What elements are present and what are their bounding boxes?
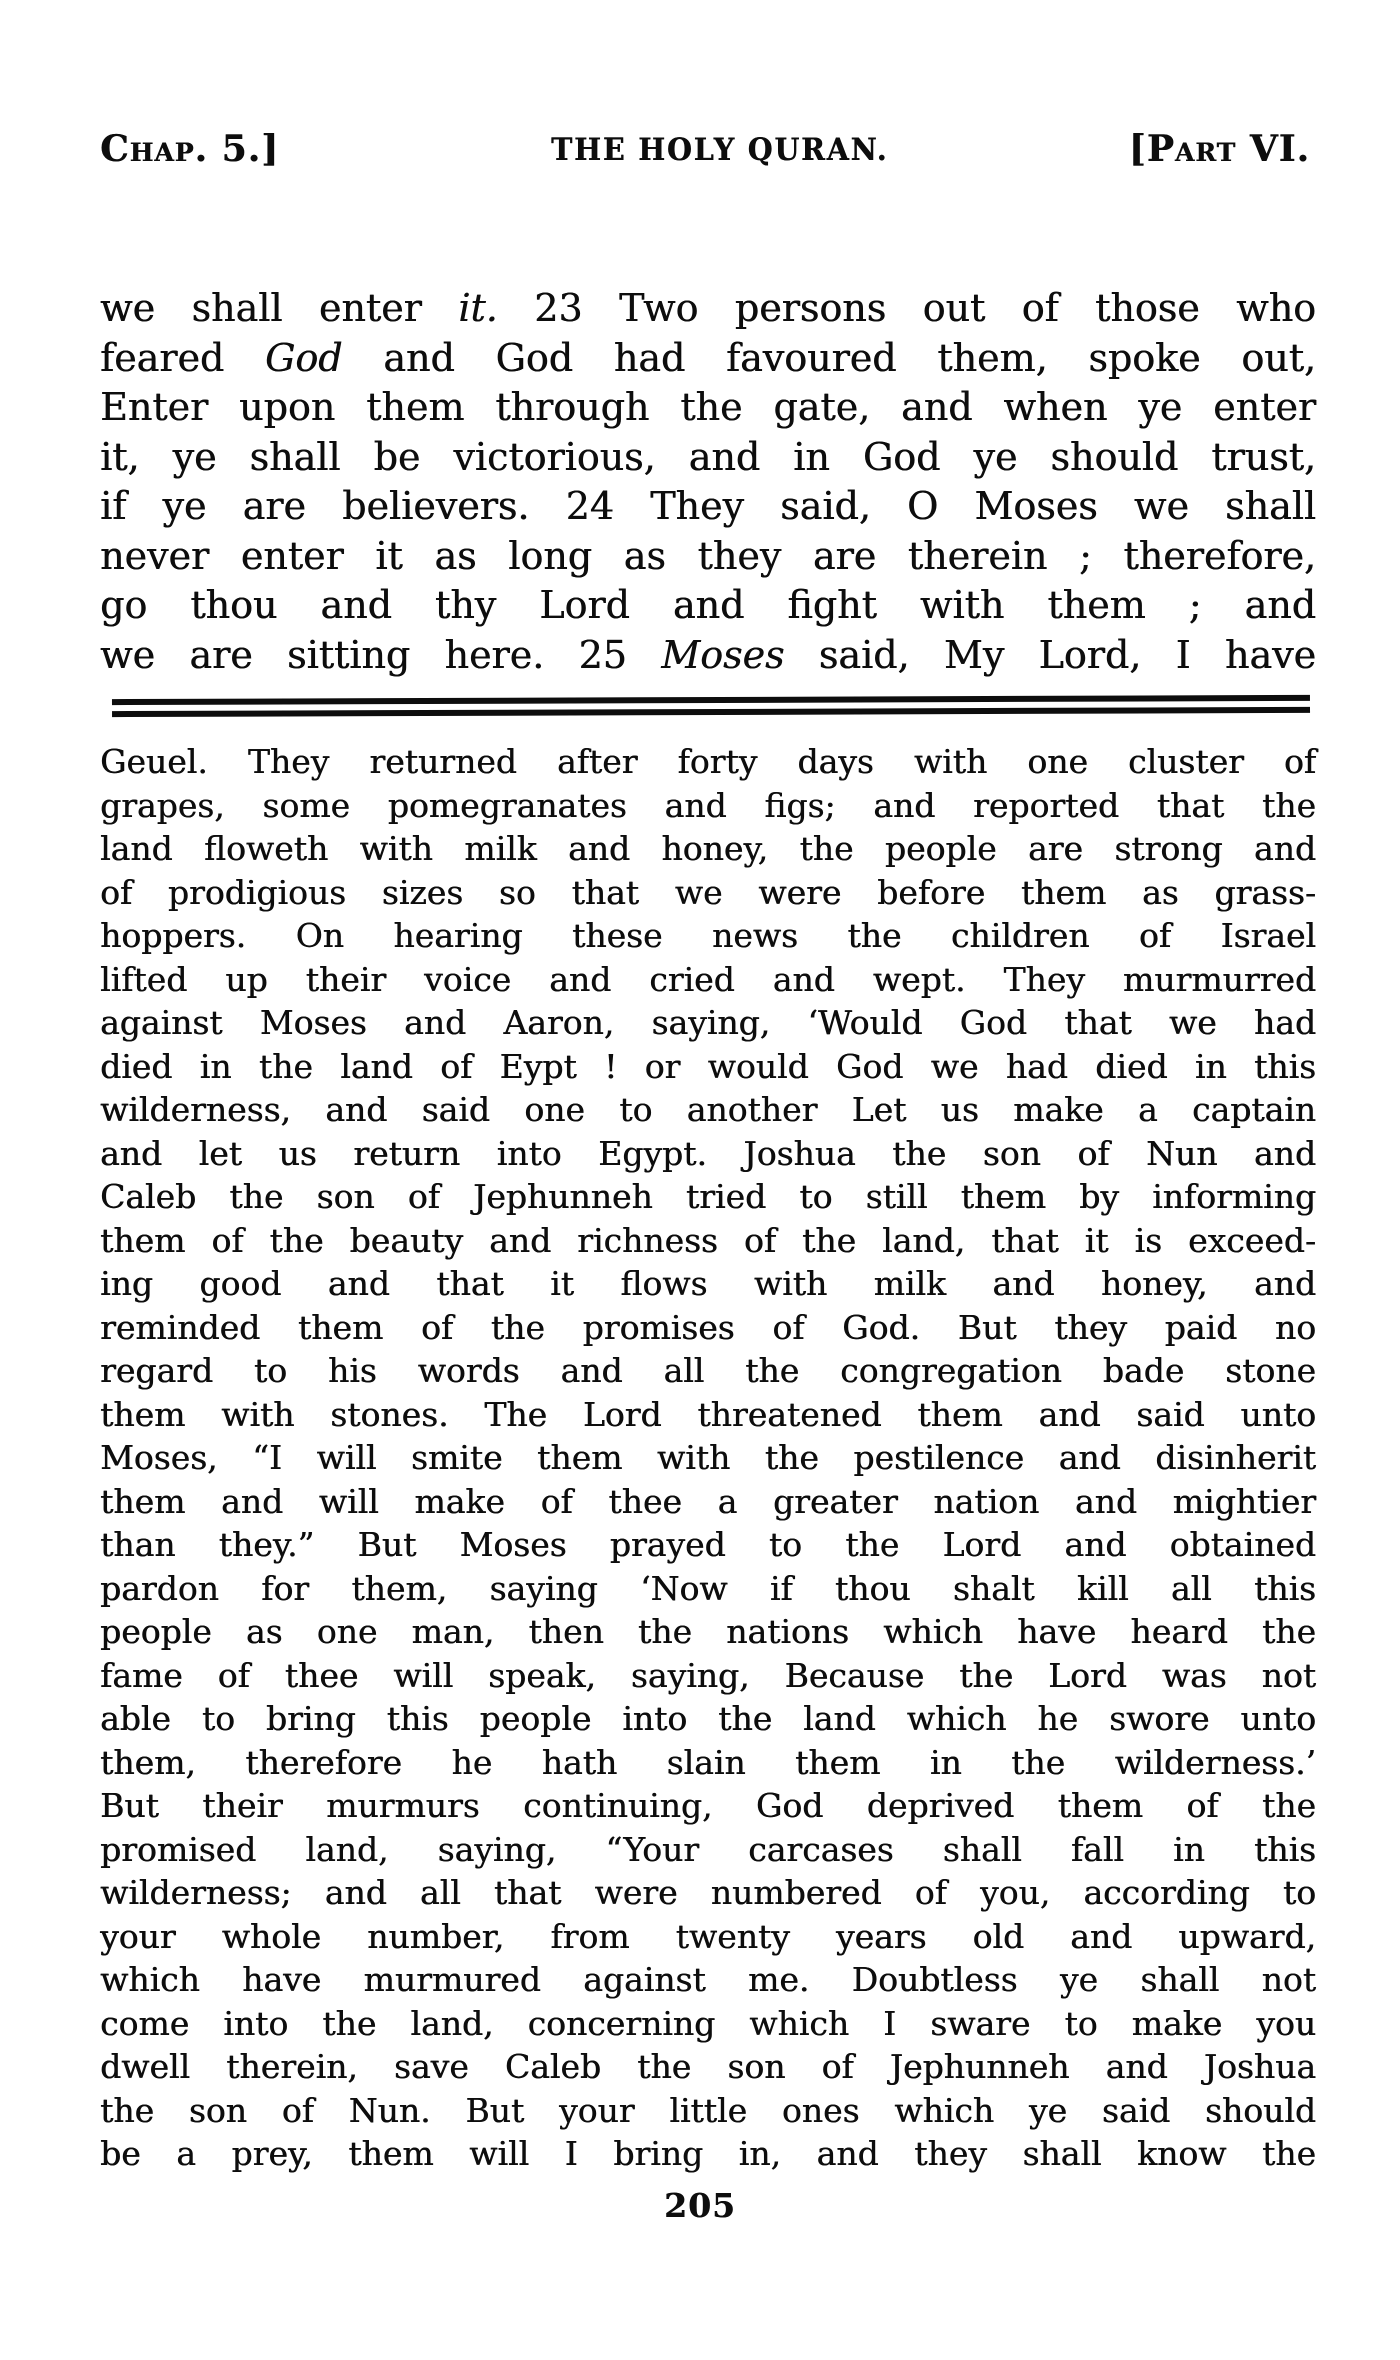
text-line — [100, 1393, 1316, 1437]
text-line — [100, 1132, 1316, 1176]
text-line — [100, 1958, 1316, 2002]
page-number: 205 — [664, 2186, 736, 2225]
text-segment: hoppers. On hearing these news the children of Israel — [100, 916, 1316, 955]
book-title: THE HOLY QURAN. — [550, 132, 889, 168]
text-line — [100, 2045, 1316, 2089]
text-line — [100, 433, 1316, 483]
text-segment: 23 Two persons out of those who — [497, 286, 1316, 330]
text-line — [100, 1349, 1316, 1393]
text-segment: people as one man, then the nations which have heard the — [100, 1612, 1316, 1651]
text-segment: reminded them of the promises of God. But they paid no — [100, 1307, 1316, 1347]
text-line — [100, 1175, 1316, 1219]
text-line — [100, 2132, 1316, 2176]
text-line — [100, 1306, 1316, 1350]
text-segment: able to bring this people into the land which he swore unto — [100, 1699, 1316, 1738]
text-segment: go thou and thy Lord and fight with them ; and — [100, 583, 1316, 627]
text-line — [100, 784, 1316, 828]
text-segment: wilderness; and all that were numbered of you, according to — [100, 1873, 1316, 1912]
text-line — [100, 482, 1316, 532]
text-segment: Caleb the son of Jephunneh tried to still them by informing — [100, 1177, 1316, 1216]
text-segment: never enter it as long as they are therein ; therefore, — [100, 533, 1316, 578]
page-header — [100, 128, 1310, 176]
commentary-text — [100, 740, 1316, 2176]
text-segment: and let us return into Egypt. Joshua the son of Nun and — [100, 1133, 1316, 1173]
text-line — [100, 284, 1316, 334]
text-line — [100, 871, 1316, 915]
text-segment: Enter upon them through the gate, and when ye enter — [100, 385, 1316, 429]
text-segment: Geuel. They returned after forty days with one cluster of — [100, 742, 1316, 781]
text-segment: them with stones. The Lord threatened them and said unto — [100, 1394, 1316, 1434]
text-segment: them of the beauty and richness of the land, that it is exceed- — [100, 1220, 1316, 1260]
text-segment: land floweth with milk and honey, the people are strong and — [100, 829, 1316, 868]
text-line — [100, 1480, 1316, 1524]
text-segment: your whole number, from twenty years old and upward, — [100, 1916, 1316, 1956]
text-line — [100, 1697, 1316, 1741]
text-segment: it, ye shall be victorious, and in God ye should trust, — [100, 434, 1316, 479]
text-segment: come into the land, concerning which I sware to make you — [100, 2003, 1316, 2043]
text-segment: said, My Lord, I have — [784, 632, 1316, 677]
text-line — [100, 383, 1316, 433]
italic-text-segment: Moses — [661, 632, 785, 677]
text-line — [100, 1828, 1316, 1872]
text-line — [100, 1436, 1316, 1480]
text-line — [100, 1523, 1316, 1567]
text-segment: feared — [100, 335, 265, 380]
text-line — [100, 581, 1316, 631]
text-segment: against Moses and Aaron, saying, ‘Would God that we had — [100, 1003, 1316, 1042]
text-segment: of prodigious sizes so that we were before them as grass- — [100, 872, 1316, 912]
text-line — [100, 1871, 1316, 1915]
text-segment: them and will make of thee a greater nation and mightier — [100, 1481, 1316, 1521]
text-line — [100, 958, 1316, 1002]
text-line — [100, 914, 1316, 958]
text-line — [100, 1784, 1316, 1828]
text-segment: which have murmured against me. Doubtless ye shall not — [100, 1960, 1316, 1999]
text-segment: and God had favoured them, spoke out, — [342, 335, 1316, 380]
text-line — [100, 2089, 1316, 2133]
scripture-text — [100, 284, 1316, 680]
text-line — [100, 1262, 1316, 1306]
text-segment: Moses, “I will smite them with the pestilence and disinherit — [100, 1438, 1316, 1477]
text-segment: wilderness, and said one to another Let us make a captain — [100, 1090, 1316, 1129]
text-segment: died in the land of Eypt ! or would God we had died in this — [100, 1046, 1316, 1086]
text-line — [100, 1915, 1316, 1959]
text-segment: them, therefore he hath slain them in the wilderness.’ — [100, 1742, 1316, 1782]
italic-text-segment: it. — [458, 286, 498, 330]
text-line — [100, 827, 1316, 871]
text-line — [100, 631, 1316, 681]
text-line — [100, 1219, 1316, 1263]
italic-text-segment: God — [264, 335, 343, 380]
text-line — [100, 1567, 1316, 1611]
text-segment: if ye are believers. 24 They said, O Moses we shall — [100, 484, 1316, 528]
text-segment: fame of thee will speak, saying, Because the Lord was not — [100, 1655, 1316, 1695]
text-segment: But their murmurs continuing, God deprived them of the — [100, 1786, 1316, 1825]
text-segment: grapes, some pomegranates and figs; and reported that the — [100, 785, 1316, 825]
text-segment: than they.” But Moses prayed to the Lord and obtained — [100, 1525, 1316, 1564]
text-line — [100, 1654, 1316, 1698]
text-segment: be a prey, them will I bring in, and they shall know the — [100, 2134, 1316, 2173]
text-line — [100, 1610, 1316, 1654]
text-line — [100, 1045, 1316, 1089]
text-segment: we are sitting here. 25 — [100, 632, 662, 677]
chapter-label: Chap. 5.] — [100, 128, 280, 170]
text-line — [100, 532, 1316, 582]
text-line — [100, 740, 1316, 784]
text-segment: dwell therein, save Caleb the son of Jephunneh and Joshua — [100, 2047, 1316, 2086]
part-label: [Part VI. — [1128, 128, 1310, 170]
text-segment: lifted up their voice and cried and wept. They murmurred — [100, 959, 1316, 999]
text-segment: ing good and that it flows with milk and honey, and — [100, 1264, 1316, 1303]
text-line — [100, 334, 1316, 384]
text-line — [100, 1088, 1316, 1132]
text-line — [100, 2002, 1316, 2046]
text-segment: we shall enter — [100, 286, 459, 330]
text-line — [100, 1001, 1316, 1045]
footnote-separator-rule — [112, 695, 1310, 717]
text-segment: pardon for them, saying ‘Now if thou shalt kill all this — [100, 1568, 1316, 1608]
text-segment: the son of Nun. But your little ones which ye said should — [100, 2090, 1316, 2130]
text-segment: regard to his words and all the congregation bade stone — [100, 1351, 1316, 1390]
text-line — [100, 1741, 1316, 1785]
text-segment: promised land, saying, “Your carcases shall fall in this — [100, 1829, 1316, 1869]
